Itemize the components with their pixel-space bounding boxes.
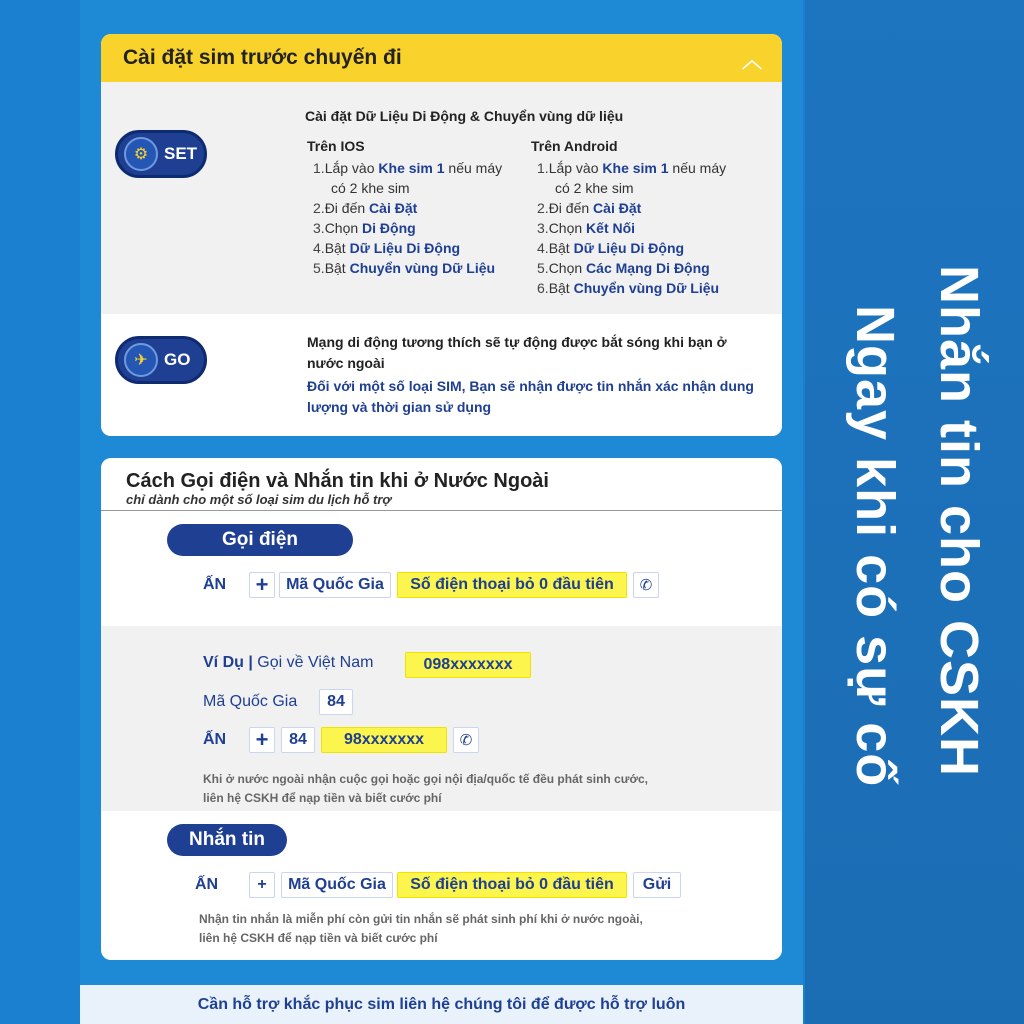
step-text: Bật [324,240,350,256]
background-left [0,0,80,1024]
country-code-sms-box: Mã Quốc Gia [281,872,393,898]
step-highlight: Cài Đặt [369,200,418,216]
step-text: Đi đến [548,200,594,216]
go-section [101,314,782,436]
sim-setup-card [101,34,782,436]
background-right [805,0,1024,1024]
step-highlight: Dữ Liệu Di Động [349,240,461,256]
step-number: 3. [537,220,549,236]
step-highlight: Chuyển vùng Dữ Liệu [573,280,720,296]
phone-icon-example: ✆ [453,727,479,753]
example-number-box: 098xxxxxxx [405,652,531,678]
go-info-text: Mạng di động tương thích sẽ tự động được bắt sóng khi bạn ở nước ngoài [307,334,727,371]
step-text: Đi đến [324,200,370,216]
ios-step [307,238,527,258]
step-text: Bật [324,260,350,276]
set-section [101,82,782,314]
side-heading-line2: Ngay khi có sự cố [845,305,905,788]
ios-step [307,158,527,198]
vn-code-example-box: 84 [281,727,315,753]
step-number: 2. [313,200,325,216]
chevron-up-icon[interactable]: ︿ [742,49,762,72]
press-label-example: ẤN [203,731,227,748]
vn-code-box: 84 [319,689,353,715]
divider [101,510,782,511]
ios-heading: Trên IOS [307,138,365,154]
step-text: Lắp vào [548,160,603,176]
android-step-list [531,158,751,298]
country-label: Mã Quốc Gia [203,693,298,710]
step-number: 2. [537,200,549,216]
android-step [531,258,751,278]
step-highlight: Các Mạng Di Động [586,260,710,276]
step-number: 1. [313,160,325,176]
step-text-after: nếu máy [668,160,727,176]
send-box: Gửi [633,872,681,898]
calling-subtitle: chỉ dành cho một số loại sim du lịch hỗ trợ [126,492,392,507]
support-footer[interactable]: Cần hỗ trợ khắc phục sim liên hệ chúng tôi để được hỗ trợ luôn [80,985,803,1024]
set-badge-label: SET [164,144,198,163]
sim-setup-title: Cài đặt sim trước chuyến đi [123,46,402,69]
go-badge [115,336,207,384]
phone-number-sms-box: Số điện thoại bỏ 0 đầu tiên [397,872,627,898]
example-text: Gọi về Việt Nam [252,654,374,671]
go-sim-note: Đối với một số loại SIM, Bạn sẽ nhận được tin nhắn xác nhận dung lượng và thời gian sử dụng [307,378,754,415]
call-section-pill: Gọi điện [167,524,353,556]
android-heading: Trên Android [531,138,618,154]
android-step [531,158,751,198]
step-text: Chọn [548,260,587,276]
step-number: 5. [537,260,549,276]
ios-step [307,218,527,238]
sms-fee-note: Nhận tin nhắn là miễn phí còn gửi tin nhắn sẽ phát sinh phí khi ở nước ngoài, liên hệ CSKH để nạp tiền và biết cước phí [199,912,643,945]
step-number: 1. [537,160,549,176]
set-badge [115,130,207,178]
step-text: Bật [548,240,574,256]
step-number: 5. [313,260,325,276]
step-text: Chọn [548,220,587,236]
press-label-sms: ẤN [195,876,219,893]
step-text: Lắp vào [324,160,379,176]
ios-step [307,258,527,278]
plus-sign-sms: + [249,872,275,898]
press-label: ẤN [203,576,227,593]
calling-title: Cách Gọi điện và Nhắn tin khi ở Nước Ngoài [126,470,549,492]
example-label: Ví Dụ | [203,654,253,671]
step-number: 6. [537,280,549,296]
step-highlight: Chuyển vùng Dữ Liệu [349,260,496,276]
step-number: 3. [313,220,325,236]
step-continuation: có 2 khe sim [331,180,410,196]
ios-step [307,198,527,218]
android-step [531,198,751,218]
step-number: 4. [537,240,549,256]
step-highlight: Kết Nối [586,220,636,236]
step-number: 4. [313,240,325,256]
ios-steps [307,138,527,278]
example-line [203,654,373,672]
call-fee-note: Khi ở nước ngoài nhận cuộc gọi hoặc gọi nội địa/quốc tế đều phát sinh cước, liên hệ CSKH để nạp tiền và biết cước phí [203,772,648,805]
step-highlight: Di Động [362,220,416,236]
step-highlight: Khe sim 1 [378,160,445,176]
side-heading-line1: Nhắn tin cho CSKH [929,265,989,777]
step-highlight: Dữ Liệu Di Động [573,240,685,256]
step-highlight: Cài Đặt [593,200,642,216]
step-text-after: nếu máy [444,160,503,176]
step-continuation: có 2 khe sim [555,180,634,196]
android-step [531,278,751,298]
phone-icon: ✆ [633,572,659,598]
android-steps [531,138,751,298]
sim-setup-header[interactable] [101,34,782,82]
android-step [531,218,751,238]
step-text: Chọn [324,220,363,236]
plus-sign-example: + [249,727,275,753]
phone-number-box: Số điện thoại bỏ 0 đầu tiên [397,572,627,598]
go-badge-label: GO [164,350,191,369]
example-short-number-box: 98xxxxxxx [321,727,447,753]
set-title: Cài đặt Dữ Liệu Di Động & Chuyển vùng dữ liệu [305,108,624,124]
airplane-icon: ✈ [124,343,158,377]
phone-settings-icon: ⚙ [124,137,158,171]
sms-section-pill: Nhắn tin [167,824,287,856]
step-text: Bật [548,280,574,296]
calling-card [101,458,782,960]
step-highlight: Khe sim 1 [602,160,669,176]
android-step [531,238,751,258]
country-code-box: Mã Quốc Gia [279,572,391,598]
plus-sign: + [249,572,275,598]
ios-step-list [307,158,527,278]
